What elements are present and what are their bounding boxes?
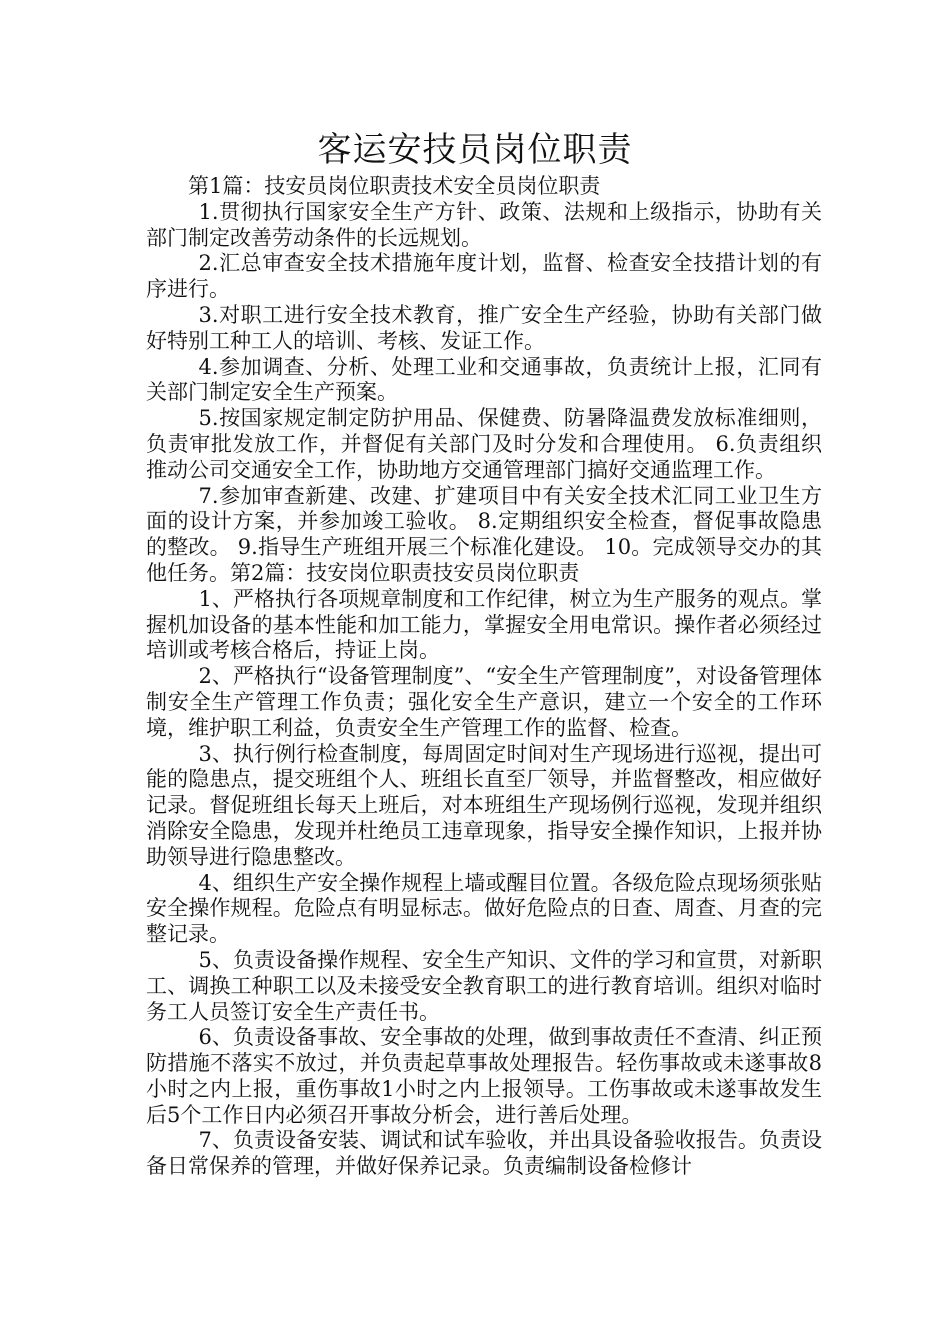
paragraph-8: 2、严格执行“设备管理制度”、“安全生产管理制度”，对设备管理体制安全生产管理工作负责；强化安全生产意识，建立一个安全的工作环境，维护职工利益，负责安全生产管理工作的监督、检查。	[146, 664, 822, 740]
document-body	[146, 174, 822, 1180]
paragraph-9: 3、执行例行检查制度，每周固定时间对生产现场进行巡视，提出可能的隐患点，提交班组个人、班组长直至厂领导，并监督整改，相应做好记录。督促班组长每天上班后，对本班组生产现场例行巡视，发现并组织消除安全隐患，发现并杜绝员工违章现象，指导安全操作知识，上报并协助领导进行隐患整改。	[146, 741, 822, 869]
paragraph-5: 5.按国家规定制定防护用品、保健费、防暑降温费发放标准细则，负责审批发放工作，并督促有关部门及时分发和合理使用。 6.负责组织推动公司交通安全工作，协助地方交通管理部门搞好交通监理工作。	[146, 406, 822, 482]
section-heading-1: 第1篇：技安员岗位职责技术安全员岗位职责	[188, 174, 601, 198]
paragraph-6: 7.参加审查新建、改建、扩建项目中有关安全技术汇同工业卫生方面的设计方案，并参加竣工验收。 8.定期组织安全检查，督促事故隐患的整改。 9.指导生产班组开展三个标准化建设。 10。完成领导交办的其他任务。第2篇：技安岗位职责技安员岗位职责	[146, 483, 822, 585]
paragraph-7: 1、严格执行各项规章制度和工作纪律，树立为生产服务的观点。掌握机加设备的基本性能和加工能力，掌握安全用电常识。操作者必须经过培训或考核合格后，持证上岗。	[146, 586, 822, 663]
paragraph-2: 2.汇总审查安全技术措施年度计划，监督、检查安全技措计划的有序进行。	[146, 251, 822, 302]
document-title: 客运安技员岗位职责	[317, 130, 633, 170]
paragraph-1: 1.贯彻执行国家安全生产方针、政策、法规和上级指示，协助有关部门制定改善劳动条件的长远规划。	[146, 199, 822, 250]
paragraph-10: 4、组织生产安全操作规程上墙或醒目位置。各级危险点现场须张贴安全操作规程。危险点有明显标志。做好危险点的日查、周查、月查的完整记录。	[146, 870, 822, 947]
paragraph-12: 6、负责设备事故、安全事故的处理，做到事故责任不查清、纠正预防措施不落实不放过，并负责起草事故处理报告。轻伤事故或未遂事故8小时之内上报，重伤事故1小时之内上报领导。工伤事故或未遂事故发生后5个工作日内必须召开事故分析会，进行善后处理。	[146, 1025, 822, 1127]
paragraph-4: 4.参加调查、分析、处理工业和交通事故，负责统计上报，汇同有关部门制定安全生产预案。	[146, 354, 822, 405]
paragraph-11: 5、负责设备操作规程、安全生产知识、文件的学习和宣贯，对新职工、调换工种职工以及未接受安全教育职工的进行教育培训。组织对临时务工人员签订安全生产责任书。	[146, 947, 822, 1024]
paragraph-3: 3.对职工进行安全技术教育，推广安全生产经验，协助有关部门做好特别工种工人的培训、考核、发证工作。	[146, 302, 822, 353]
paragraph-13: 7、负责设备安装、调试和试车验收，并出具设备验收报告。负责设备日常保养的管理，并做好保养记录。负责编制设备检修计	[146, 1128, 822, 1179]
